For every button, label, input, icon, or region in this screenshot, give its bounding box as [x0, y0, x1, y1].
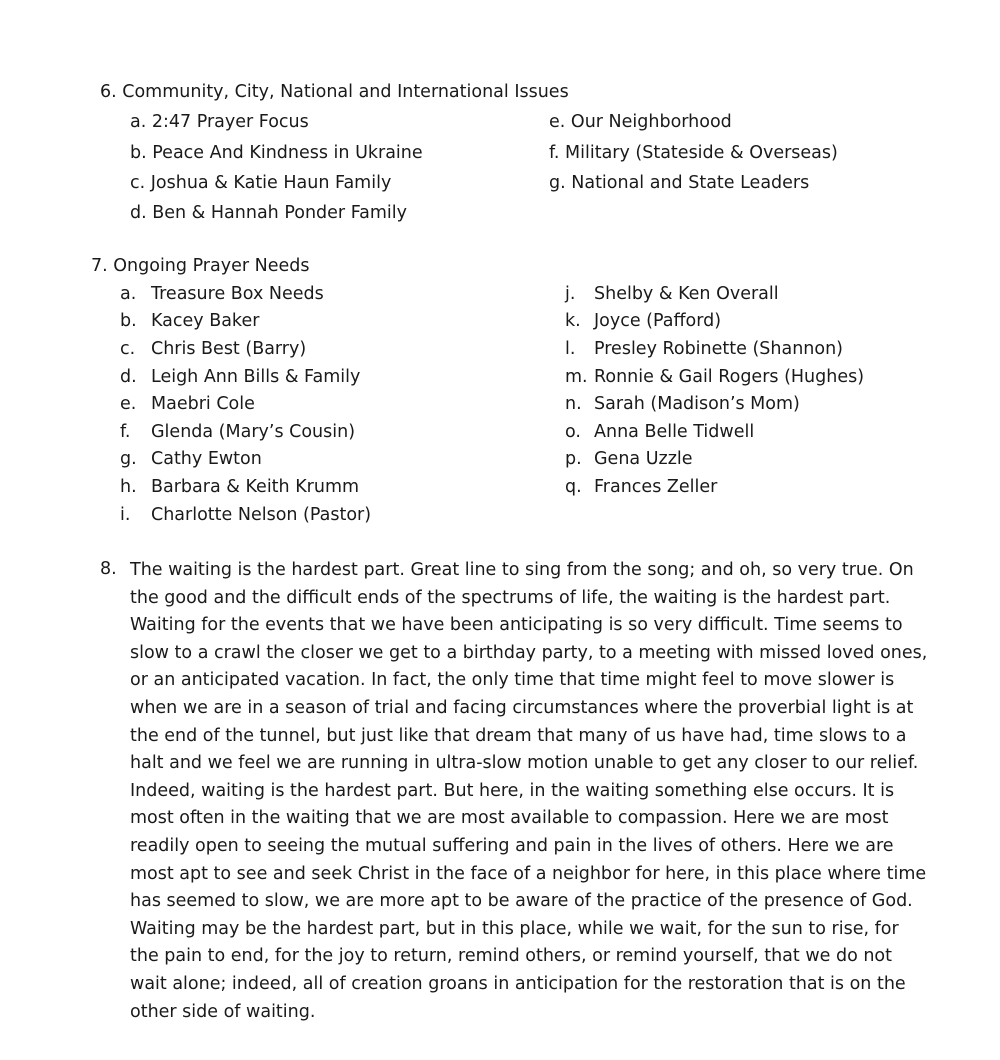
list-item-7q-marker: q. [565, 477, 582, 497]
list-item-7f: Glenda (Mary’s Cousin) [151, 422, 356, 442]
list-item-6f: f. Military (Stateside & Overseas) [549, 143, 838, 163]
list-item-7p-marker: p. [565, 449, 582, 469]
section-8-paragraph: The waiting is the hardest part. Great line to sing from the song; and oh, so very true. On the good and the difficult ends of the spectrums of life, the waiting is the hardest part. Waiting for the events that we have been anticipating is so very difficult. Time seems to slow to a crawl the closer we get to a birthday party, to a meeting with missed loved ones, or an anticipated vacation. In fact, the only time that time might feel to move slower is when we are in a season of trial and facing circumstances where the proverbial light is at the end of the tunnel, but just like that dream that many of us have had, time slows to a halt and we feel we are running in ultra-slow motion unable to get any closer to our relief. Indeed, waiting is the hardest part. But here, in the waiting something else occurs. It is most often in the waiting that we are most available to compassion. Here we are most readily open to seeing the mutual suffering and pain in the lives of others. Here we are most apt to see and seek Christ in the face of a neighbor for here, in this place where time has seemed to slow, we are more apt to be aware of the practice of the presence of God. Waiting may be the hardest part, but in this place, while we wait, for the sun to rise, for the pain to end, for the joy to return, remind others, or remind yourself, that we do not wait alone; indeed, all of creation groans in anticipation for the restoration that is on the other side of waiting. [130, 560, 928, 1022]
list-item-7m: Ronnie & Gail Rogers (Hughes) [594, 367, 865, 387]
list-item-6a: a. 2:47 Prayer Focus [130, 112, 309, 132]
list-item-7c: Chris Best (Barry) [151, 339, 307, 359]
list-item-7c-marker: c. [120, 339, 136, 359]
section-6-heading: 6. Community, City, National and International Issues [100, 82, 569, 102]
list-item-7l-marker: l. [565, 339, 576, 359]
list-item-7f-marker: f. [120, 422, 131, 442]
list-item-7h-marker: h. [120, 477, 137, 497]
list-item-7d-marker: d. [120, 367, 137, 387]
list-item-7n: Sarah (Madison’s Mom) [594, 394, 800, 414]
list-item-7b: Kacey Baker [151, 311, 260, 331]
list-item-7a: Treasure Box Needs [151, 284, 324, 304]
list-item-7l: Presley Robinette (Shannon) [594, 339, 844, 359]
list-item-7k: Joyce (Pafford) [594, 311, 722, 331]
list-item-7o-marker: o. [565, 422, 581, 442]
list-item-6d: d. Ben & Hannah Ponder Family [130, 203, 407, 223]
section-7-heading: 7. Ongoing Prayer Needs [91, 256, 310, 276]
list-item-7g-marker: g. [120, 449, 137, 469]
list-item-7d: Leigh Ann Bills & Family [151, 367, 361, 387]
list-item-7i: Charlotte Nelson (Pastor) [151, 505, 372, 525]
list-item-6b: b. Peace And Kindness in Ukraine [130, 143, 423, 163]
section-8-number: 8. [100, 559, 117, 579]
list-item-6c: c. Joshua & Katie Haun Family [130, 173, 392, 193]
list-item-7n-marker: n. [565, 394, 582, 414]
list-item-7k-marker: k. [565, 311, 581, 331]
list-item-7o: Anna Belle Tidwell [594, 422, 755, 442]
list-item-6g: g. National and State Leaders [549, 173, 810, 193]
list-item-7i-marker: i. [120, 505, 131, 525]
list-item-7q: Frances Zeller [594, 477, 718, 497]
list-item-7h: Barbara & Keith Krumm [151, 477, 360, 497]
list-item-7j-marker: j. [565, 284, 576, 304]
list-item-7p: Gena Uzzle [594, 449, 693, 469]
list-item-7e: Maebri Cole [151, 394, 255, 414]
list-item-7m-marker: m. [565, 367, 588, 387]
list-item-7b-marker: b. [120, 311, 137, 331]
list-item-7j: Shelby & Ken Overall [594, 284, 779, 304]
list-item-7e-marker: e. [120, 394, 137, 414]
list-item-6e: e. Our Neighborhood [549, 112, 732, 132]
list-item-7a-marker: a. [120, 284, 137, 304]
list-item-7g: Cathy Ewton [151, 449, 262, 469]
